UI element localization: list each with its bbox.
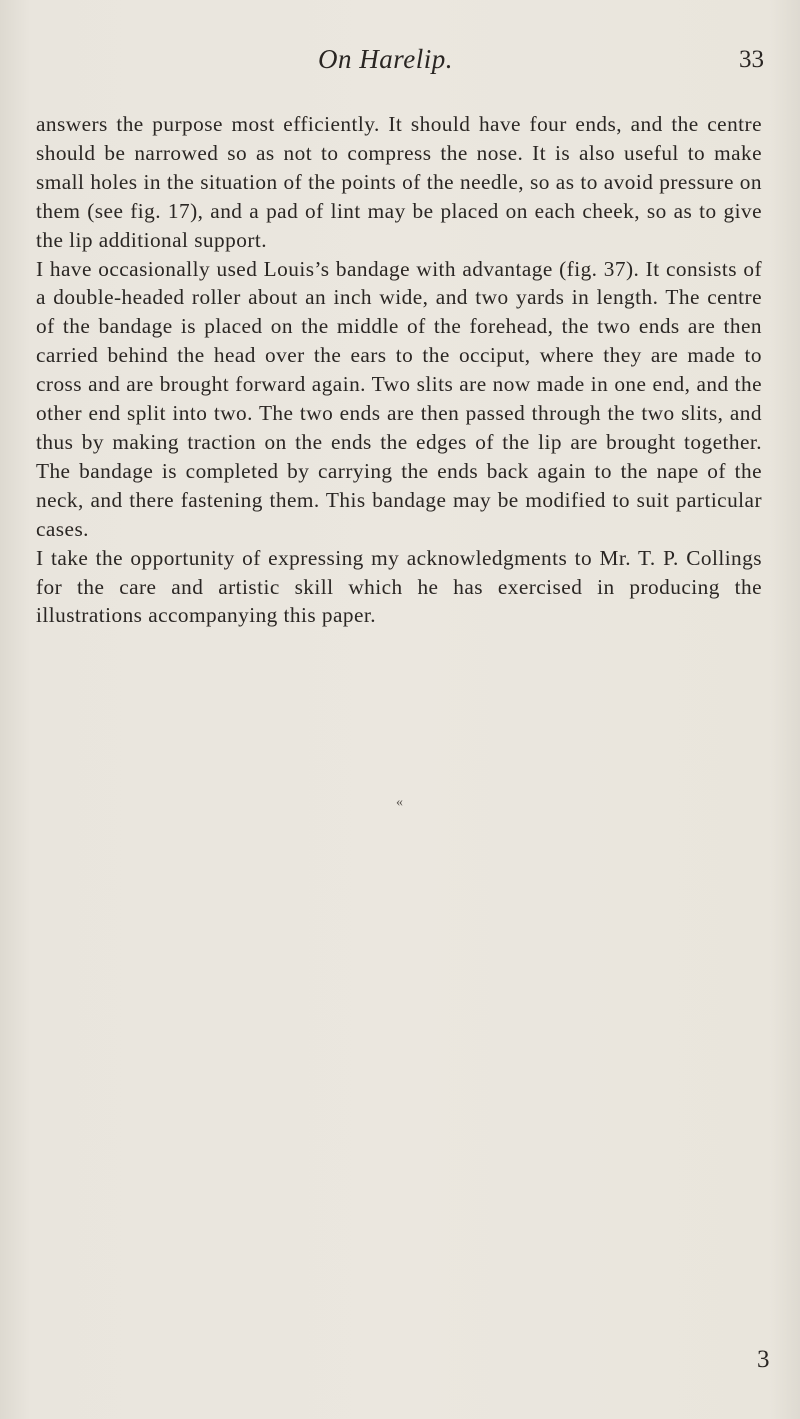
paragraph-bandage-continuation: answers the purpose most efficiently. It should have four ends, and the centre should be narrowed so as not to compress the nose. It is also useful to make small holes in the situation of the points of the needle, so as to avoid pressure on them (see fig. 17), and a pad of lint may be placed on each cheek, so as to give the lip additional support. [36, 112, 762, 252]
running-title: On Harelip. [318, 44, 453, 74]
body-text [36, 110, 762, 630]
paragraph-louis-bandage: I have occasionally used Louis’s bandage with advantage (fig. 37). It consists of a double-headed roller about an inch wide, and two yards in length. The centre of the bandage is placed on the middle of the forehead, the two ends are then carried behind the head over the ears to the occiput, where they are made to cross and are brought forward again. Two slits are now made in one end, and the other end split into two. The two ends are then passed through the two slits, and thus by making traction on the ends the edges of the lip are brought together. The bandage is completed by carrying the ends back again to the nape of the neck, and there fastening them. This bandage may be modified to suit particular cases. [36, 256, 762, 541]
folio-page-number: 33 [739, 46, 764, 73]
paragraph-acknowledgments: I take the opportunity of expressing my acknowledgments to Mr. T. P. Collings for the care and artistic skill which he has exercised in producing the illustrations accompanying this paper. [36, 545, 762, 628]
stray-mark: « [396, 795, 403, 810]
bottom-page-number: 3 [757, 1346, 770, 1373]
running-head [0, 44, 800, 84]
